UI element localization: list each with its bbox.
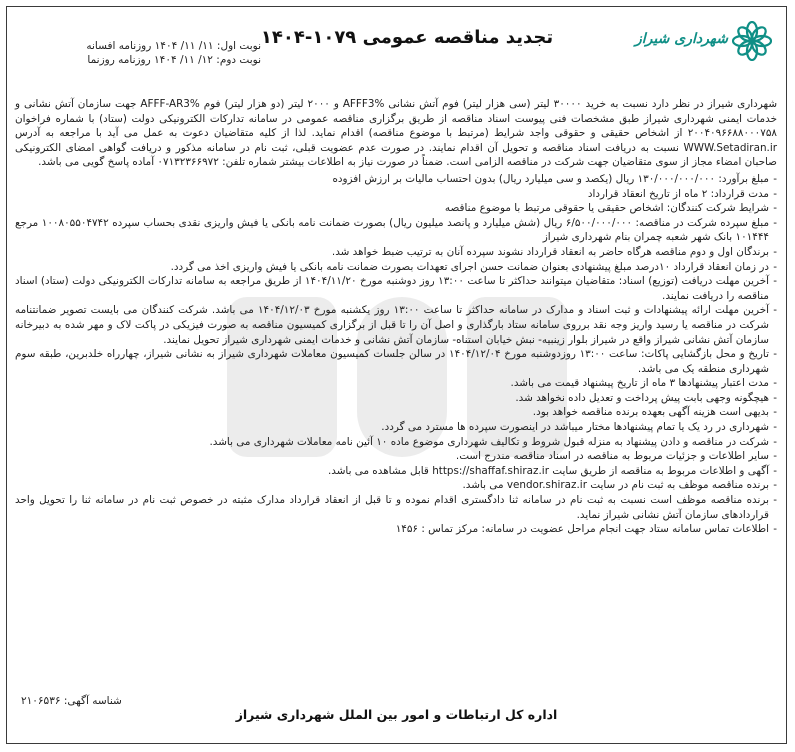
notice-frame (6, 6, 787, 744)
list-item: - آگهی و اطلاعات مربوط به مناقصه از طریق سایت https://shaffaf.shiraz.ir قابل مشاهده می باشد. (15, 464, 777, 479)
flower-logo-icon (732, 21, 772, 61)
list-item: - در زمان انعقاد قرارداد ۱۰درصد مبلغ پیشنهادی بعنوان ضمانت حسن اجرای تعهدات بصورت ضمانت نامه بانکی یا فیش واریزی اخذ می گردد. (15, 260, 777, 275)
publication-dates (21, 39, 261, 67)
logo-text: شهرداری شیراز (635, 31, 728, 47)
conditions-list (15, 172, 777, 537)
list-item: - شهرداری در رد یک یا تمام پیشنهادها مختار میباشد در اینصورت سپرده ها مسترد می گردد. (15, 420, 777, 435)
notice-title: تجدید مناقصه عمومی ۱۰۷۹-۱۴۰۴ (260, 27, 554, 48)
list-item: - برنده مناقصه موظف به ثبت نام در سایت vendor.shiraz.ir می باشد. (15, 478, 777, 493)
list-item: - شرکت در مناقصه و دادن پیشنهاد به منزله قبول شروط و تکالیف شهرداری موضوع ماده ۱۰ آئین نامه معاملات شهرداری می باشد. (15, 435, 777, 450)
ad-id: شناسه آگهی: ۲۱۰۶۵۳۶ (21, 695, 122, 707)
publication-first: نوبت اول: ۱۱/ ۱۱/ ۱۴۰۴ روزنامه افسانه (86, 40, 261, 52)
list-item: - مدت اعتبار پیشنهادها ۳ ماه از تاریخ پیشنهاد قیمت می باشد. (15, 376, 777, 391)
municipality-logo (632, 21, 772, 61)
list-item: - مدت قرارداد: ۲ ماه از تاریخ انعقاد قرارداد (15, 187, 777, 202)
list-item: - تاریخ و محل بازگشایی پاکات: ساعت ۱۳:۰۰ روزدوشنبه مورخ ۱۴۰۴/۱۲/۰۴ در سالن جلسات کمیسیون معاملات شهرداری شیراز به نشانی شیراز، چهارراه خلدبرین، طبقه سوم شهرداری منطقه یک می باشد. (15, 347, 777, 376)
publication-second: نوبت دوم: ۱۲/ ۱۱/ ۱۴۰۴ روزنامه روزنما (87, 54, 261, 66)
notice-header (7, 7, 786, 71)
list-item: - مبلغ سپرده شرکت در مناقصه: ۶/۵۰۰/۰۰۰/۰۰۰ ریال (شش میلیارد و پانصد میلیون ریال) بصورت ضمانت نامه بانکی یا فیش واریزی نقدی بحساب سپرده ۱۰۰۸۰۵۵۰۴۷۴۲ مرجع ۱۰۱۴۴۴ بانک شهر شعبه چمران بنام شهرداری شیراز (15, 216, 777, 245)
footer-organization: اداره کل ارتباطات و امور بین الملل شهرداری شیراز (235, 707, 558, 722)
list-item: - آخرین مهلت دریافت (توزیع) اسناد: متقاضیان میتوانند حداکثر تا ساعت ۱۳:۰۰ روز دوشنبه مورخ ۱۴۰۴/۱۱/۲۰ از طریق مراجعه به سامانه تدارکات الکترونیکی دولت (ستاد) اسناد مناقصه را دریافت نمایند. (15, 274, 777, 303)
list-item: - اطلاعات تماس سامانه ستاد جهت انجام مراحل عضویت در سامانه: مرکز تماس : ۱۴۵۶ (15, 522, 777, 537)
list-item: - هیچگونه وجهی بابت پیش پرداخت و تعدیل داده نخواهد شد. (15, 391, 777, 406)
list-item: - سایر اطلاعات و جزئیات مربوط به مناقصه در اسناد مناقصه مندرج است. (15, 449, 777, 464)
notice-body (15, 97, 777, 537)
list-item: - مبلغ برآورد: ۱۳۰/۰۰۰/۰۰۰/۰۰۰ ریال (یکصد و سی میلیارد ریال) بدون احتساب مالیات بر ارزش افزوده (15, 172, 777, 187)
list-item: - شرایط شرکت کنندگان: اشخاص حقیقی یا حقوقی مرتبط با موضوع مناقصه (15, 201, 777, 216)
list-item: - آخرین مهلت ارائه پیشنهادات و ثبت اسناد و مدارک در سامانه حداکثر تا ساعت ۱۳:۰۰ روز یکشنبه مورخ ۱۴۰۴/۱۲/۰۳ می باشد. شرکت کنندگان می بایست تصویر ضمانتنامه شرکت در مناقصه یا رسید واریز وجه نقد برروی سامانه ستاد بارگذاری و اصل آن را تا قبل از برگزاری کمیسیون مناقصه به صورت فیزیکی در پاکت لاک و مهر شده به دبیرخانه سازمان آتش نشانی شیراز واقع در شیراز بلوار زینبیه- نبش خیابان استناه- سازمان آتش نشانی و خدمات ایمنی شهرداری شیراز تحویل نمایند. (15, 303, 777, 347)
list-item: - بدیهی است هزینه آگهی بعهده برنده مناقصه خواهد بود. (15, 405, 777, 420)
list-item: - برندگان اول و دوم مناقصه هرگاه حاضر به انعقاد قرارداد نشوند سپرده آنان به ترتیب ضبط خواهد شد. (15, 245, 777, 260)
list-item: - برنده مناقصه موظف است نسبت به ثبت نام در سامانه ثنا دادگستری اقدام نموده و تا قبل از انعقاد قرارداد مدارک مثبته در خصوص ثبت نام در سامانه ثنا را تحویل واحد قراردادهای سازمان آتش نشانی شیراز نماید. (15, 493, 777, 522)
intro-paragraph: شهرداری شیراز در نظر دارد نسبت به خرید ۳۰۰۰۰ لیتر (سی هزار لیتر) فوم آتش نشانی AFFF3% و ۲۰۰۰ لیتر (دو هزار لیتر) فوم AFFF-AR3% جهت سازمان آتش نشانی و خدمات ایمنی شهرداری شیراز طبق مشخصات فنی پیوست اسناد مناقصه از طریق برگزاری مناقصه عمومی در سامانه تدارکات الکترونیکی دولت (ستاد) با شماره فراخوان ۲۰۰۴۰۹۶۶۸۸۰۰۰۷۵۸ از اشخاص حقیقی و حقوقی واجد شرایط (مرتبط با موضوع مناقصه) اقدام نماید. لذا از کلیه متقاضیان دعوت به عمل می آید با مراجعه به آدرس WWW.Setadiran.ir نسبت به دریافت اسناد مناقصه و تحویل آن اقدام نمایند. در صورت عدم عضویت قبلی، ثبت نام در سامانه مذکور و دریافت گواهی امضای الکترونیکی صاحبان امضاء مجاز از سوی متقاضیان جهت شرکت در مناقصه الزامی است. ضمناً در صورت نیاز به اطلاعات بیشتر شماره تلفن: ۰۷۱۳۲۳۶۶۹۷۲ آماده پاسخ گویی می باشد. (15, 98, 778, 169)
